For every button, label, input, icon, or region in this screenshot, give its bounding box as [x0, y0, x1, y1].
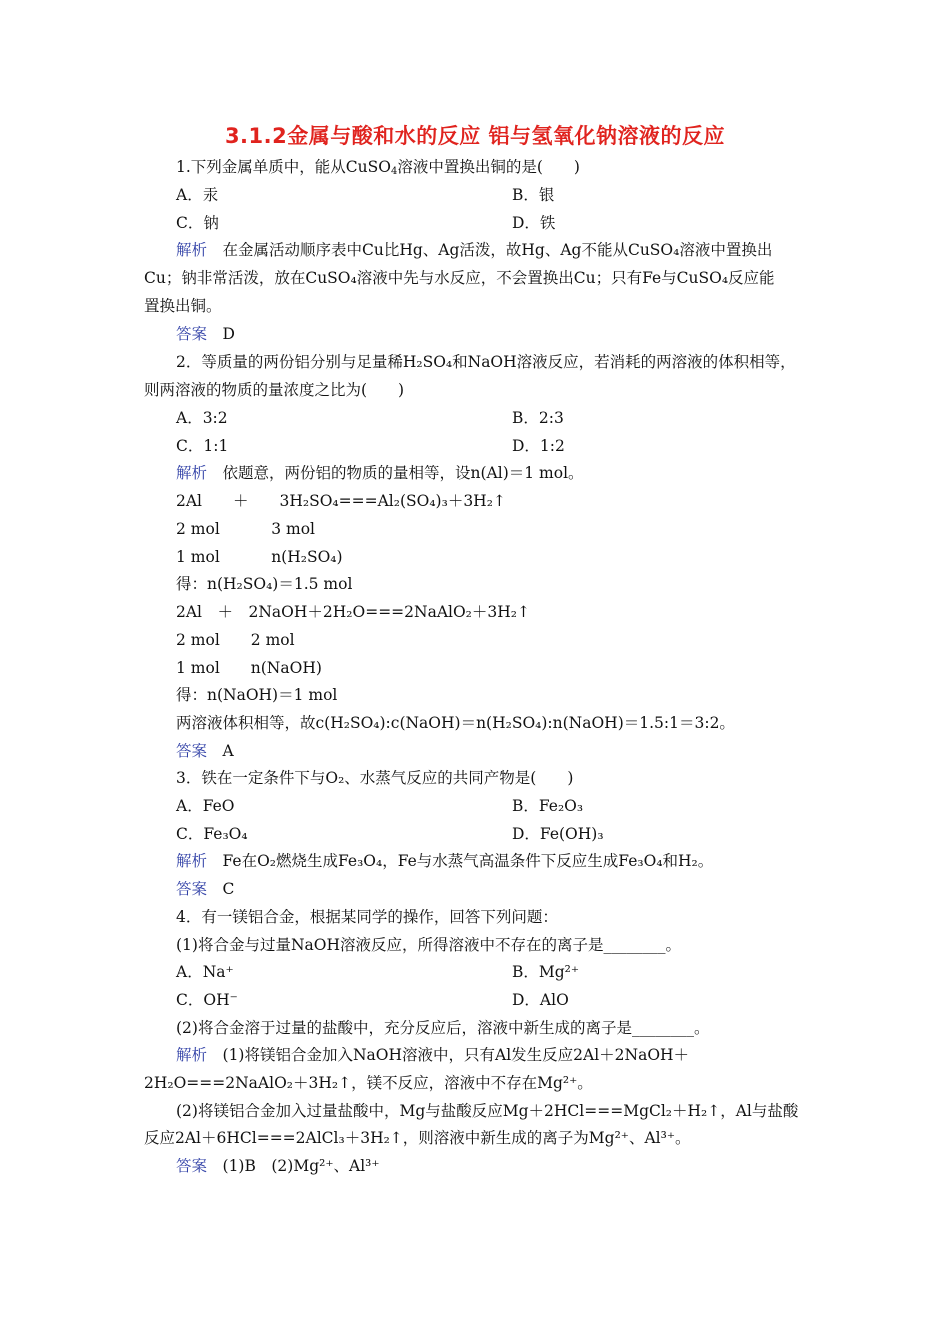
- q2-equation-2: 2Al ＋ 2NaOH＋2H₂O===2NaAlO₂＋3H₂↑: [176, 603, 530, 621]
- q1-option-b: B．银: [512, 186, 555, 204]
- q2-equation-1-row-2: 1 mol n(H₂SO₄): [176, 548, 343, 566]
- q2-option-d: D．1:2: [512, 437, 565, 455]
- q4-option-a: A．Na⁺: [176, 963, 234, 981]
- q3-analysis: 解析 Fe在O₂燃烧生成Fe₃O₄，Fe与水蒸气高温条件下反应生成Fe₃O₄和H₂。: [176, 852, 714, 870]
- q2-equation-1: 2Al ＋ 3H₂SO₄===Al₂(SO₄)₃＋3H₂↑: [176, 492, 506, 510]
- q3-option-a: A．FeO: [176, 797, 235, 815]
- analysis-label: 解析: [176, 464, 208, 482]
- q2-equation-1-result: 得：n(H₂SO₄)＝1.5 mol: [176, 575, 353, 593]
- analysis-label: 解析: [176, 852, 208, 870]
- q4-stem: 4．有一镁铝合金，根据某同学的操作，回答下列问题：: [176, 908, 558, 926]
- q2-option-b: B．2:3: [512, 409, 564, 427]
- q2-option-c: C．1:1: [176, 437, 229, 455]
- q3-option-d: D．Fe(OH)₃: [512, 825, 604, 843]
- q4-analysis-line-4: 反应2Al＋6HCl===2AlCl₃＋3H₂↑，则溶液中新生成的离子为Mg²⁺、Al³⁺。: [144, 1129, 691, 1147]
- analysis-label: 解析: [176, 241, 208, 259]
- q3-option-b: B．Fe₂O₃: [512, 797, 584, 815]
- q4-analysis-line-3: (2)将镁铝合金加入过量盐酸中，Mg与盐酸反应Mg＋2HCl===MgCl₂＋H₂↑，Al与盐酸: [176, 1102, 799, 1120]
- q4-option-d: D．AlO: [512, 991, 569, 1009]
- q2-equation-2-result: 得：n(NaOH)＝1 mol: [176, 686, 338, 704]
- q1-analysis-line-3: 置换出铜。: [144, 297, 222, 315]
- answer-label: 答案: [176, 742, 208, 760]
- q1-analysis-line-2: Cu；钠非常活泼，放在CuSO₄溶液中先与水反应，不会置换出Cu；只有Fe与CuSO₄反应能: [144, 269, 775, 287]
- analysis-label: 解析: [176, 1046, 208, 1064]
- q4-analysis-line-1: 解析 (1)将镁铝合金加入NaOH溶液中，只有Al发生反应2Al＋2NaOH＋: [176, 1046, 690, 1064]
- answer-label: 答案: [176, 1157, 208, 1175]
- q3-option-c: C．Fe₃O₄: [176, 825, 248, 843]
- q3-answer: 答案 C: [176, 880, 235, 898]
- q4-answer: 答案 (1)B (2)Mg²⁺、Al³⁺: [176, 1157, 380, 1175]
- q2-analysis: 解析 依题意，两份铝的物质的量相等，设n(Al)＝1 mol。: [176, 464, 584, 482]
- q4-part-1: (1)将合金与过量NaOH溶液反应，所得溶液中不存在的离子是________。: [176, 936, 681, 954]
- q2-stem-line-2: 则两溶液的物质的量浓度之比为( ): [144, 381, 405, 399]
- q1-option-c: C．钠: [176, 214, 219, 232]
- q1-stem: 1.下列金属单质中，能从CuSO$_4$溶液中置换出铜的是( ): [176, 158, 580, 177]
- q2-equation-2-row-2: 1 mol n(NaOH): [176, 659, 322, 677]
- q4-part-2: (2)将合金溶于过量的盐酸中，充分反应后，溶液中新生成的离子是________。: [176, 1019, 710, 1037]
- q4-analysis-line-2: 2H₂O===2NaAlO₂＋3H₂↑，镁不反应，溶液中不存在Mg²⁺。: [144, 1074, 593, 1092]
- q3-stem: 3．铁在一定条件下与O₂、水蒸气反应的共同产物是( ): [176, 769, 574, 787]
- q2-option-a: A．3:2: [176, 409, 228, 427]
- answer-label: 答案: [176, 880, 208, 898]
- q2-answer: 答案 A: [176, 742, 234, 760]
- q2-conclusion: 两溶液体积相等，故c(H₂SO₄):c(NaOH)＝n(H₂SO₄):n(NaOH)＝1.5:1＝3:2。: [176, 714, 735, 732]
- q1-option-a: A．汞: [176, 186, 219, 204]
- q4-option-c: C．OH⁻: [176, 991, 238, 1009]
- page-title: 3.1.2金属与酸和水的反应 铝与氢氧化钠溶液的反应: [224, 124, 726, 148]
- q1-option-d: D．铁: [512, 214, 556, 232]
- answer-label: 答案: [176, 325, 208, 343]
- q1-answer: 答案 D: [176, 325, 235, 343]
- q2-equation-1-row-1: 2 mol 3 mol: [176, 520, 315, 538]
- q4-option-b: B．Mg²⁺: [512, 963, 580, 981]
- q2-equation-2-row-1: 2 mol 2 mol: [176, 631, 295, 649]
- q1-analysis-line-1: 解析 在金属活动顺序表中Cu比Hg、Ag活泼，故Hg、Ag不能从CuSO₄溶液中置换出: [176, 241, 773, 259]
- q2-stem-line-1: 2．等质量的两份铝分别与足量稀H₂SO₄和NaOH溶液反应，若消耗的两溶液的体积相等，: [176, 353, 796, 371]
